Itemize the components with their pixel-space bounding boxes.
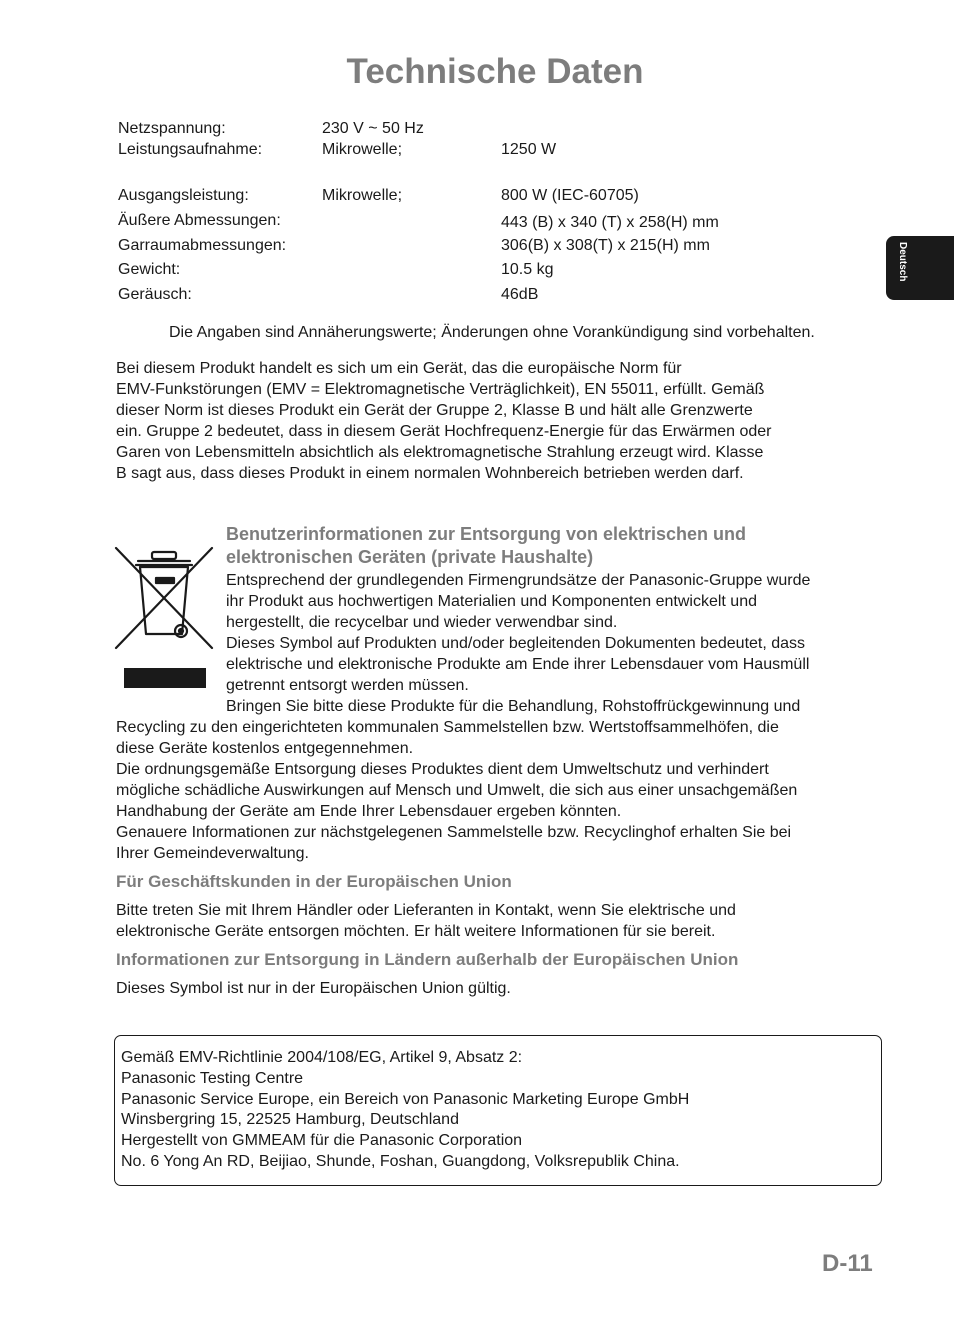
paragraph-line: Recycling zu den eingerichteten kommunalen Sammelstellen bzw. Wertstoffsammelhöfen, die — [116, 719, 779, 736]
paragraph-line: Bitte treten Sie mit Ihrem Händler oder Lieferanten in Kontakt, wenn Sie elektrische und — [116, 902, 736, 919]
approximation-note: Die Angaben sind Annäherungswerte; Änderungen ohne Vorankündigung sind vorbehalten. — [169, 324, 815, 341]
paragraph-line: dieser Norm ist dieses Produkt ein Gerät der Gruppe 2, Klasse B und hält alle Grenzwerte — [116, 402, 753, 419]
crossed-out-wheeled-bin-icon — [112, 544, 216, 694]
paragraph-line: Entsprechend der grundlegenden Firmengrundsätze der Panasonic-Gruppe wurde — [226, 572, 811, 589]
paragraph-line: ihr Produkt aus hochwertigen Materialien und Komponenten entwickelt und — [226, 593, 757, 610]
paragraph-line: Handhabung der Geräte am Ende Ihrer Lebensdauer ergeben könnten. — [116, 803, 622, 820]
spec-label: Netzspannung: — [118, 120, 226, 137]
paragraph-line: getrennt entsorgt werden müssen. — [226, 677, 469, 694]
outside-eu-text — [116, 978, 876, 999]
box-line: Panasonic Testing Centre — [121, 1069, 304, 1087]
spec-sub: Mikrowelle; — [322, 187, 403, 204]
spec-sub: 230 V ~ 50 Hz — [322, 120, 424, 137]
spec-label: Geräusch: — [118, 286, 192, 303]
heading-line: elektronischen Geräten (private Haushalte) — [226, 547, 594, 567]
heading-line: Benutzerinformationen zur Entsorgung von elektrischen und — [226, 524, 747, 544]
box-line: No. 6 Yong An RD, Beijiao, Shunde, Foshan, Guangdong, Volksrepublik China. — [121, 1152, 680, 1170]
paragraph-line: hergestellt, die recycelbar und wieder verwendbar sind. — [226, 614, 618, 631]
spec-value: 1250 W — [501, 141, 557, 158]
box-line: Panasonic Service Europe, ein Bereich von Panasonic Marketing Europe GmbH — [121, 1090, 690, 1108]
paragraph-line: Garen von Lebensmitteln absichtlich als elektromagnetische Strahlung erzeugt wird. Klasse — [116, 444, 764, 461]
spec-label: Ausgangsleistung: — [118, 187, 249, 204]
box-line: Winsbergring 15, 22525 Hamburg, Deutschland — [121, 1111, 459, 1129]
spec-label: Garraumabmessungen: — [118, 237, 287, 254]
spec-value: 10.5 kg — [501, 261, 554, 278]
disposal-full-text — [116, 717, 876, 864]
paragraph-line: mögliche schädliche Auswirkungen auf Mensch und Umwelt, die sich aus einer unsachgemäßen — [116, 782, 798, 799]
paragraph-line: Bringen Sie bitte diese Produkte für die Behandlung, Rohstoffrückgewinnung und — [226, 698, 801, 715]
spec-value: 800 W (IEC-60705) — [501, 187, 639, 204]
spec-label: Leistungsaufnahme: — [118, 141, 263, 158]
emv-directive-box — [114, 1035, 882, 1186]
paragraph-line: elektronische Geräte entsorgen möchten. Er hält weitere Informationen für sie bereit. — [116, 923, 716, 940]
emv-paragraph — [116, 358, 876, 484]
page-number: D-11 — [822, 1250, 873, 1277]
spec-label: Gewicht: — [118, 261, 181, 278]
spec-sub: Mikrowelle; — [322, 141, 403, 158]
business-heading: Für Geschäftskunden in der Europäischen Union — [116, 872, 512, 891]
paragraph-line: Ihrer Gemeindeverwaltung. — [116, 845, 309, 862]
disposal-heading — [226, 523, 746, 569]
paragraph-line: diese Geräte kostenlos entgegennehmen. — [116, 740, 414, 757]
spec-value: 46dB — [501, 286, 539, 303]
business-text — [116, 900, 876, 942]
paragraph-line: Dieses Symbol auf Produkten und/oder begleitenden Dokumenten bedeutet, dass — [226, 635, 806, 652]
disposal-indented-text — [226, 570, 876, 717]
paragraph-line: EMV-Funkstörungen (EMV = Elektromagnetische Verträglichkeit), EN 55011, erfüllt. Gemäß — [116, 381, 765, 398]
language-tab-label: Deutsch — [897, 242, 908, 282]
spec-value: 306(B) x 308(T) x 215(H) mm — [501, 237, 710, 254]
spec-value: 443 (B) x 340 (T) x 258(H) mm — [501, 214, 719, 231]
paragraph-line: ein. Gruppe 2 bedeutet, dass in diesem Gerät Hochfrequenz-Energie für das Erwärmen oder — [116, 423, 772, 440]
paragraph-line: Bei diesem Produkt handelt es sich um ein Gerät, das die europäische Norm für — [116, 360, 682, 377]
outside-eu-heading: Informationen zur Entsorgung in Ländern außerhalb der Europäischen Union — [116, 950, 739, 969]
paragraph-line: B sagt aus, dass dieses Produkt in einem normalen Wohnbereich betrieben werden darf. — [116, 465, 744, 482]
paragraph-line: Dieses Symbol ist nur in der Europäischen Union gültig. — [116, 980, 511, 997]
box-line: Hergestellt von GMMEAM für die Panasonic Corporation — [121, 1132, 523, 1150]
paragraph-line: Genauere Informationen zur nächstgelegenen Sammelstelle bzw. Recyclinghof erhalten Sie bei — [116, 824, 792, 841]
page-title: Technische Daten — [346, 52, 644, 91]
paragraph-line: Die ordnungsgemäße Entsorgung dieses Produktes dient dem Umweltschutz und verhindert — [116, 761, 769, 778]
spec-label: Äußere Abmessungen: — [118, 212, 281, 229]
paragraph-line: elektrische und elektronische Produkte am Ende ihrer Lebensdauer vom Hausmüll — [226, 656, 810, 673]
box-line: Gemäß EMV-Richtlinie 2004/108/EG, Artikel 9, Absatz 2: — [121, 1049, 523, 1066]
language-tab — [886, 236, 954, 300]
